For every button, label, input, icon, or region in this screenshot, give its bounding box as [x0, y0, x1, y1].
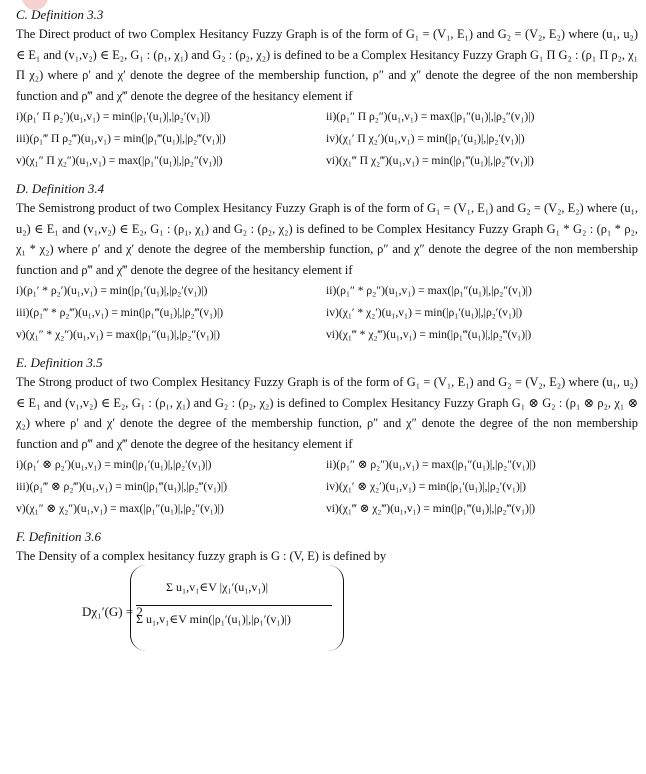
- formula-row: [16, 302, 638, 324]
- formula-row: [16, 106, 638, 128]
- formula: vi)(χ₁‴ Π χ₂‴)(u₁,v₁) = min(|ρ₁‴(u₁)|,|ρ₂‴(v₁)|): [326, 155, 534, 167]
- definition-paragraph: The Density of a complex hesitancy fuzzy graph is G : (V, E) is defined by: [16, 549, 387, 563]
- formula: i)(ρ₁′ * ρ₂′)(u₁,v₁) = min(|ρ₁′(u₁)|,|ρ₂′(v₁)|): [16, 285, 208, 297]
- definition-3-4: [16, 182, 638, 346]
- formula-row: [16, 498, 638, 520]
- fraction-parentheses: [130, 565, 344, 651]
- formula-row: [16, 280, 638, 302]
- formula: ii)(ρ₁″ ⊗ ρ₂″)(u₁,v₁) = max(|ρ₁″(u₁)|,|ρ₂″(v₁)|): [326, 459, 536, 471]
- definition-3-6: [16, 530, 638, 661]
- formula: v)(χ₁″ * χ₂″)(u₁,v₁) = max(|ρ₁″(u₁)|,|ρ₂″(v₁)|): [16, 329, 220, 341]
- formula: iii)(ρ₁‴ Π ρ₂‴)(u₁,v₁) = min(|ρ₁‴(u₁)|,|ρ₂‴(v₁)|): [16, 133, 226, 145]
- formula: iv)(χ₁′ Π χ₂′)(u₁,v₁) = min(|ρ₁′(u₁)|,|ρ₂′(v₁)|): [326, 133, 525, 145]
- section-header: E. Definition 3.5: [16, 355, 103, 370]
- formula: i)(ρ₁′ ⊗ ρ₂′)(u₁,v₁) = min(|ρ₁′(u₁)|,|ρ₂′(v₁)|): [16, 459, 212, 471]
- section-header: C. Definition 3.3: [16, 7, 104, 22]
- formula: ii)(ρ₁″ * ρ₂″)(u₁,v₁) = max(|ρ₁″(u₁)|,|ρ₂″(v₁)|): [326, 285, 532, 297]
- formula: vi)(χ₁‴ * χ₂‴)(u₁,v₁) = min(|ρ₁‴(u₁)|,|ρ₂‴(v₁)|): [326, 329, 532, 341]
- density-formula: [16, 571, 638, 661]
- formula: iv)(χ₁′ * χ₂′)(u₁,v₁) = min(|ρ₁′(u₁)|,|ρ₂′(v₁)|): [326, 307, 523, 319]
- section-header: D. Definition 3.4: [16, 181, 105, 196]
- formula: iv)(χ₁′ ⊗ χ₂′)(u₁,v₁) = min(|ρ₁′(u₁)|,|ρ₂′(v₁)|): [326, 481, 526, 493]
- formula-row: [16, 454, 638, 476]
- formula: i)(ρ₁′ Π ρ₂′)(u₁,v₁) = min(|ρ₁′(u₁)|,|ρ₂′(v₁)|): [16, 111, 211, 123]
- formula-row: [16, 128, 638, 150]
- formula: iii)(ρ₁‴ * ρ₂‴)(u₁,v₁) = min(|ρ₁‴(u₁)|,|ρ₂‴(v₁)|): [16, 307, 224, 319]
- document-page: [16, 0, 638, 661]
- definition-paragraph: The Strong product of two Complex Hesitancy Fuzzy Graph is of the form of G₁ = (V₁, E₁) and G₂ = (V₂, E₂) where (u₁, u₂) ∈ E₁ and (v₁,v₂) ∈ E₂, G₁ : (ρ₁, χ₁) and G₂ : (ρ₂, χ₂) is defined to Complex Hesitancy Fuzzy Graph G₁ ⊗ G₂ : (ρ₁ ⊗ ρ₂, χ₁ ⊗ χ₂) where ρ′ and χ′ denote the degree of the membership function, ρ″ and χ″ denote the degree of the non membership function and ρ‴ and χ‴ denote the degree of the hesitancy element if: [16, 375, 638, 451]
- fraction-bar: [136, 605, 332, 606]
- fraction-numerator: Σ u₁,v₁∈V |χ₁′(u₁,v₁)|: [166, 579, 268, 594]
- definition-3-5: [16, 356, 638, 520]
- density-lhs: Dχ₁′(G) = 2: [82, 603, 143, 619]
- formula: v)(χ₁″ ⊗ χ₂″)(u₁,v₁) = max(|ρ₁″(u₁)|,|ρ₂″(v₁)|): [16, 503, 224, 515]
- section-header: F. Definition 3.6: [16, 529, 101, 544]
- formula-row: [16, 476, 638, 498]
- fraction-denominator: Σ u₁,v₁∈V min(|ρ₁′(u₁)|,|ρ₁′(v₁)|): [136, 611, 291, 626]
- formula: v)(χ₁″ Π χ₂″)(u₁,v₁) = max(|ρ₁″(u₁)|,|ρ₂″(v₁)|): [16, 155, 223, 167]
- formula: vi)(χ₁‴ ⊗ χ₂‴)(u₁,v₁) = min(|ρ₁‴(u₁)|,|ρ₂‴(v₁)|): [326, 503, 536, 515]
- formula: iii)(ρ₁‴ ⊗ ρ₂‴)(u₁,v₁) = min(|ρ₁‴(u₁)|,|ρ₂‴(v₁)|): [16, 481, 228, 493]
- definition-3-3: [16, 8, 638, 172]
- definition-paragraph: The Direct product of two Complex Hesitancy Fuzzy Graph is of the form of G₁ = (V₁, E₁) and G₂ = (V₂, E₂) where (u₁, u₂) ∈ E₁ and (v₁,v₂) ∈ E₂, G₁ : (ρ₁, χ₁) and G₂ : (ρ₂, χ₂) is defined to be a Complex Hesitancy Fuzzy Graph G₁ Π G₂ : (ρ₁ Π ρ₂, χ₁ Π χ₂) where ρ′ and χ′ denote the degree of the membership function, ρ″ and χ″ denote the degree of the non membership function and ρ‴ and χ‴ denote the degree of the hesitancy element if: [16, 27, 638, 103]
- formula: ii)(ρ₁″ Π ρ₂″)(u₁,v₁) = max(|ρ₁″(u₁)|,|ρ₂″(v₁)|): [326, 111, 535, 123]
- formula-row: [16, 150, 638, 172]
- definition-paragraph: The Semistrong product of two Complex Hesitancy Fuzzy Graph is of the form of G₁ = (V₁, E₁) and G₂ = (V₂, E₂) where (u₁, u₂) ∈ E₁ and (v₁,v₂) ∈ E₂, G₁ : (ρ₁, χ₁) and G₂ : (ρ₂, χ₂) is defined to be Complex Hesitancy Fuzzy Graph G₁ * G₂ : (ρ₁ * ρ₂, χ₁ * χ₂) where ρ′ and χ′ denote the degree of the membership function, ρ″ and χ″ denote the degree of the non membership function and ρ‴ and χ‴ denote the degree of the hesitancy element if: [16, 201, 638, 277]
- formula-row: [16, 324, 638, 346]
